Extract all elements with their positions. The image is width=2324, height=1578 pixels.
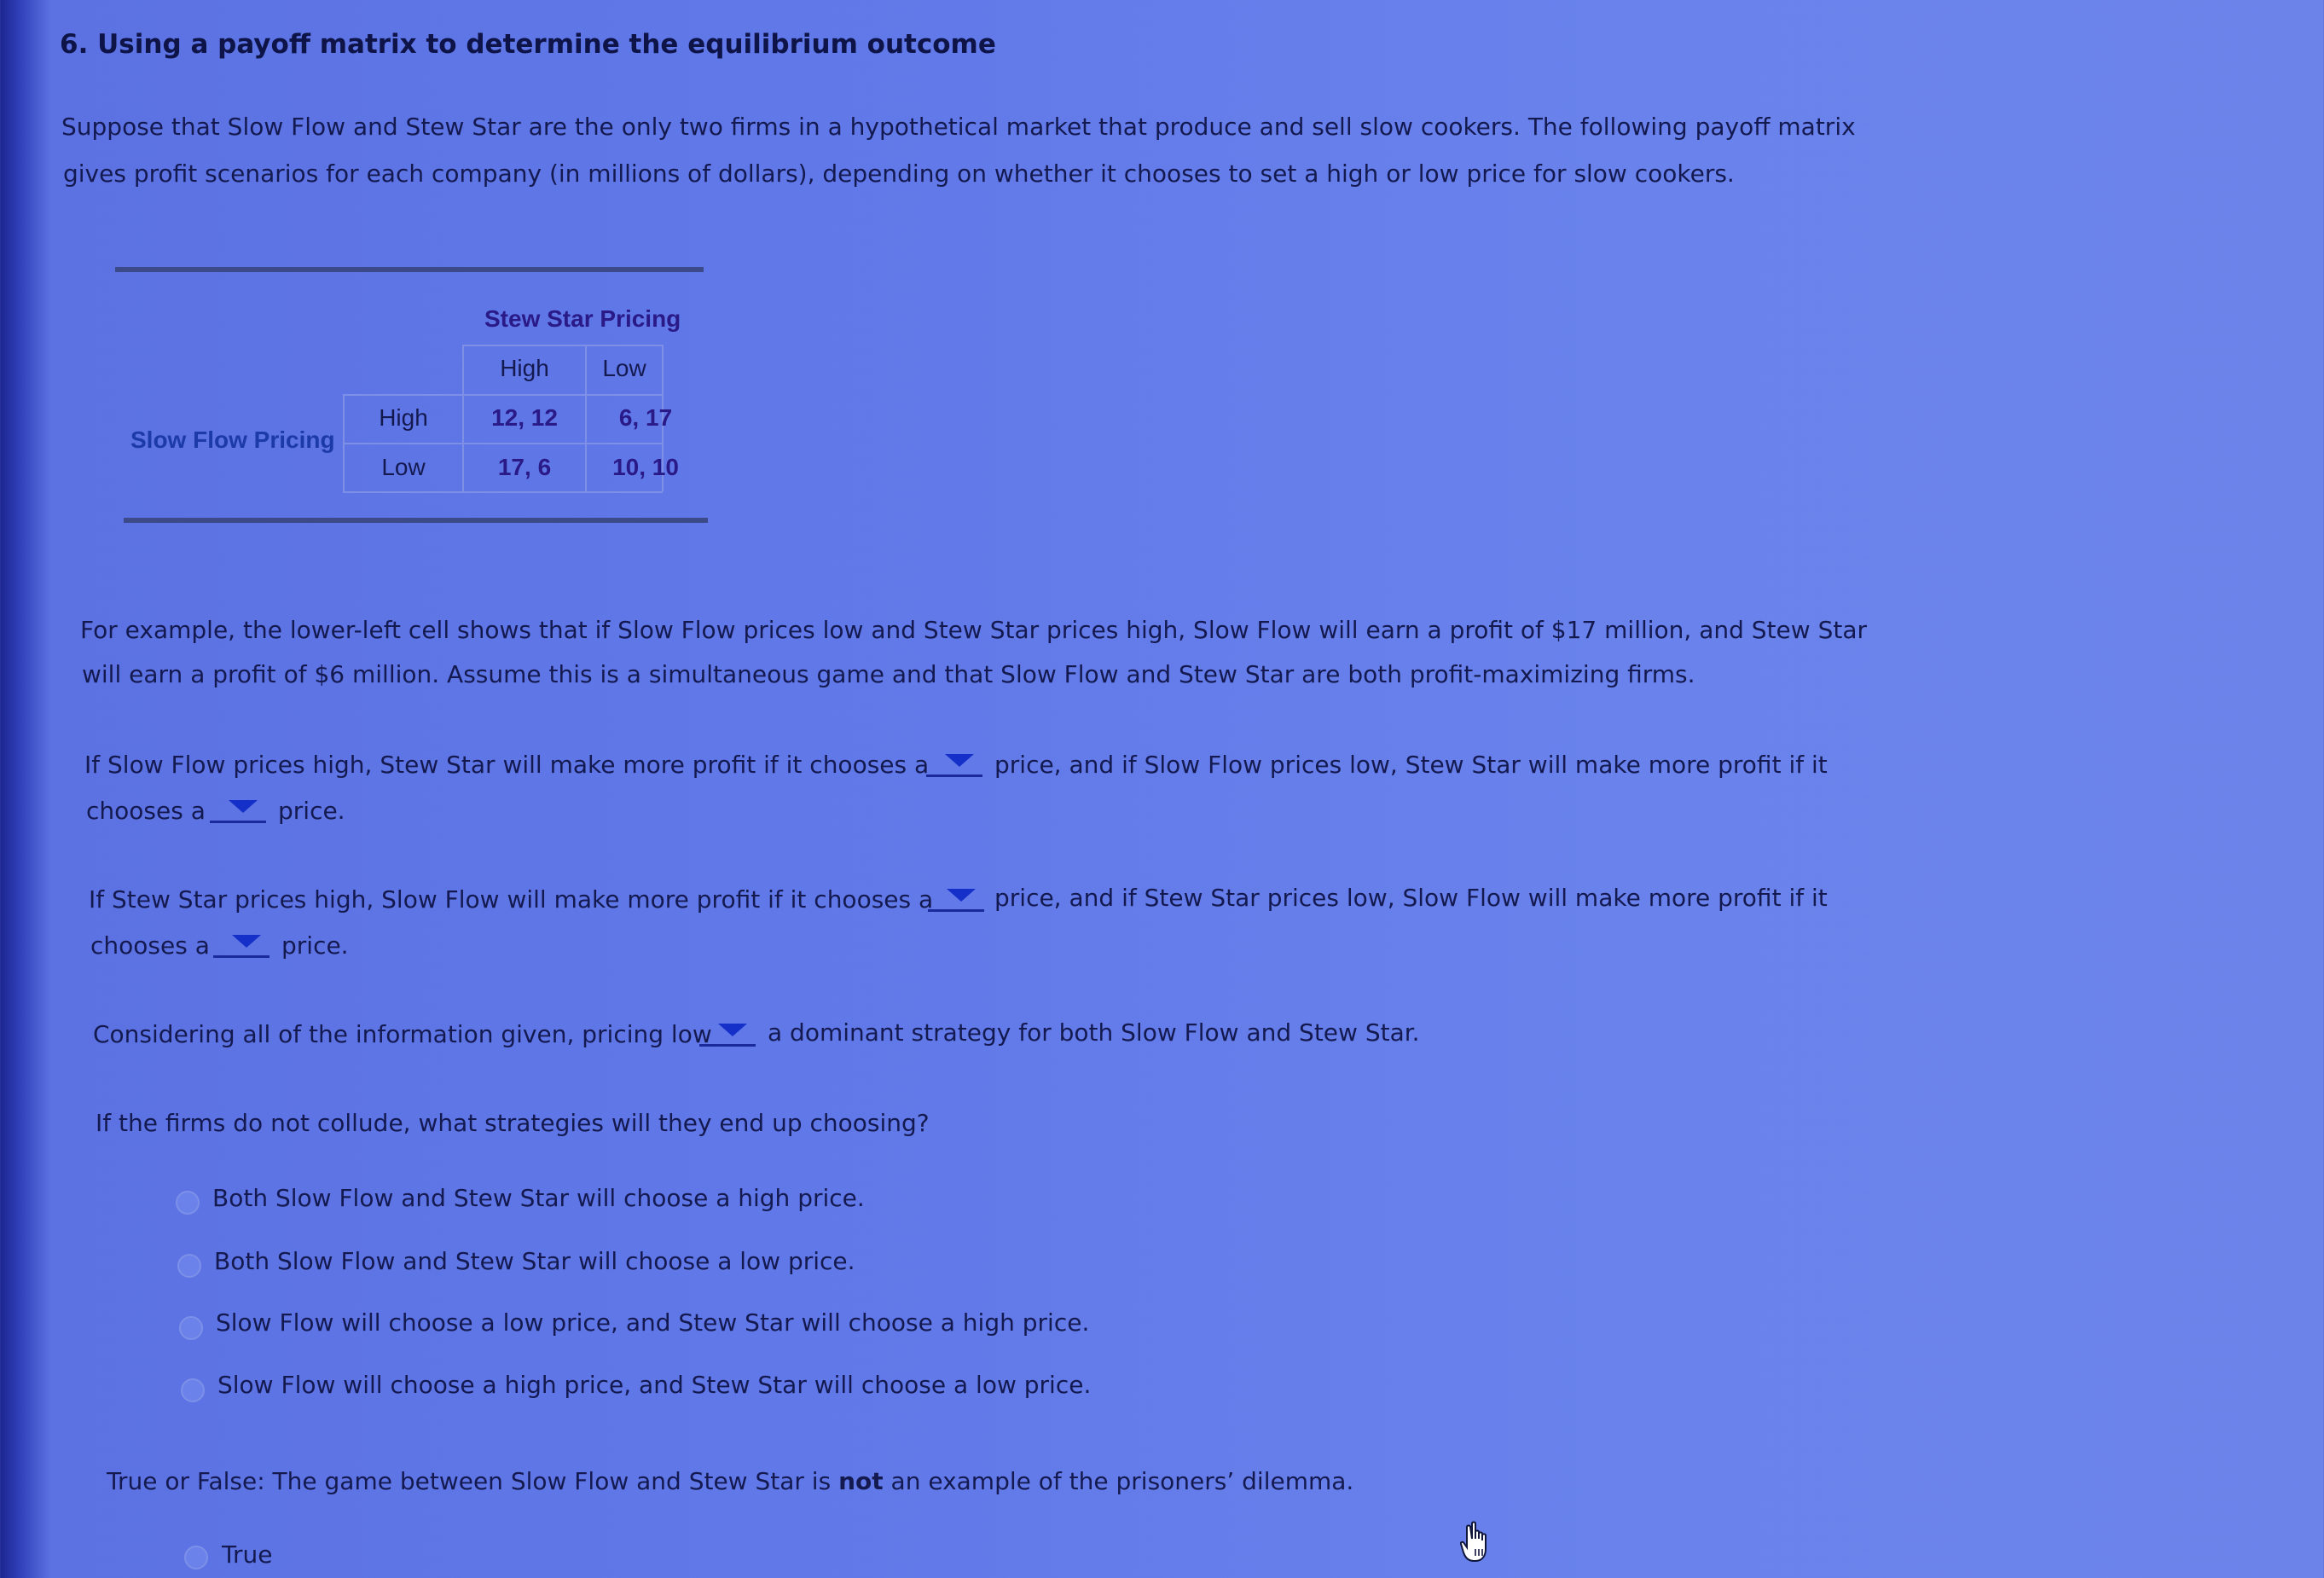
grid-line [343, 491, 663, 493]
row-header-low: Low [381, 454, 426, 480]
payoff-cell-high-high: 12, 12 [491, 404, 558, 431]
example-line-2: will earn a profit of $6 million. Assume this is a simultaneous game and that Slow Flow and Stew Star are both profit-maximizing firms. [82, 660, 1695, 688]
q4-radio-2[interactable] [177, 1254, 201, 1278]
q2-text-b: price, and if Stew Star prices low, Slow Flow will make more profit if it [994, 884, 1828, 912]
q4-option-1[interactable]: Both Slow Flow and Stew Star will choose a high price. [212, 1184, 865, 1212]
q2-text-a: If Stew Star prices high, Slow Flow will make more profit if it chooses a [89, 885, 934, 914]
q2-dropdown-2[interactable] [213, 930, 269, 958]
q5-prompt: True or False: The game between Slow Flow and Stew Star is not an example of the prisoners’ dilemma. [107, 1467, 1354, 1495]
q2-text-d: price. [281, 931, 349, 960]
grid-line [343, 394, 663, 396]
q5-radio-true[interactable] [184, 1546, 208, 1569]
q4-option-2[interactable]: Both Slow Flow and Stew Star will choose a low price. [214, 1247, 855, 1275]
matrix-bottom-rule [124, 518, 708, 523]
q2-dropdown-1[interactable] [928, 884, 984, 912]
grid-line [462, 345, 663, 346]
q4-radio-3[interactable] [179, 1316, 203, 1340]
col-header-high: High [500, 355, 549, 381]
col-header-low: Low [602, 355, 646, 381]
grid-line [343, 443, 663, 444]
q1-text-b: price, and if Slow Flow prices low, Stew Star will make more profit if it [994, 751, 1828, 779]
q1-dropdown-1[interactable] [926, 749, 982, 777]
q3-dropdown[interactable] [699, 1018, 756, 1047]
q4-radio-4[interactable] [181, 1378, 205, 1402]
intro-line-2: gives profit scenarios for each company (in millions of dollars), depending on whether it chooses to set a high or low price for slow cookers. [63, 160, 1735, 188]
triangle-down-icon [947, 889, 976, 902]
q1-text-a: If Slow Flow prices high, Stew Star will make more profit if it chooses a [84, 751, 930, 779]
triangle-down-icon [718, 1024, 747, 1036]
hand-pointer-icon [1460, 1520, 1498, 1568]
q2-text-c: chooses a [90, 931, 210, 960]
q3-text-a: Considering all of the information given, pricing low [93, 1020, 712, 1048]
q3-text-b: a dominant strategy for both Slow Flow and Stew Star. [768, 1018, 1420, 1047]
payoff-cell-high-low: 6, 17 [618, 404, 673, 431]
question-title: 6. Using a payoff matrix to determine the equilibrium outcome [60, 29, 996, 60]
q5-option-true[interactable]: True [222, 1540, 273, 1569]
q1-text-d: price. [278, 797, 345, 825]
triangle-down-icon [229, 800, 258, 813]
q4-option-4[interactable]: Slow Flow will choose a high price, and Stew Star will choose a low price. [217, 1371, 1092, 1399]
example-line-1: For example, the lower-left cell shows that if Slow Flow prices low and Stew Star prices high, Slow Flow will earn a profit of $17 million, and Stew Star [80, 616, 1867, 644]
q1-dropdown-2[interactable] [210, 795, 266, 823]
triangle-down-icon [945, 754, 974, 767]
q4-prompt: If the firms do not collude, what strategies will they end up choosing? [96, 1109, 930, 1137]
matrix-top-rule [115, 267, 704, 272]
q1-text-c: chooses a [86, 797, 206, 825]
row-player-label: Slow Flow Pricing [130, 426, 335, 453]
q4-option-3[interactable]: Slow Flow will choose a low price, and Stew Star will choose a high price. [216, 1308, 1090, 1337]
intro-line-1: Suppose that Slow Flow and Stew Star are the only two firms in a hypothetical market that produce and sell slow cookers. The following payoff matrix [61, 113, 1856, 141]
triangle-down-icon [232, 935, 261, 948]
q4-radio-1[interactable] [176, 1191, 200, 1215]
column-player-label: Stew Star Pricing [484, 305, 681, 332]
payoff-cell-low-high: 17, 6 [497, 454, 552, 480]
row-header-high: High [379, 404, 428, 431]
payoff-cell-low-low: 10, 10 [612, 454, 679, 480]
